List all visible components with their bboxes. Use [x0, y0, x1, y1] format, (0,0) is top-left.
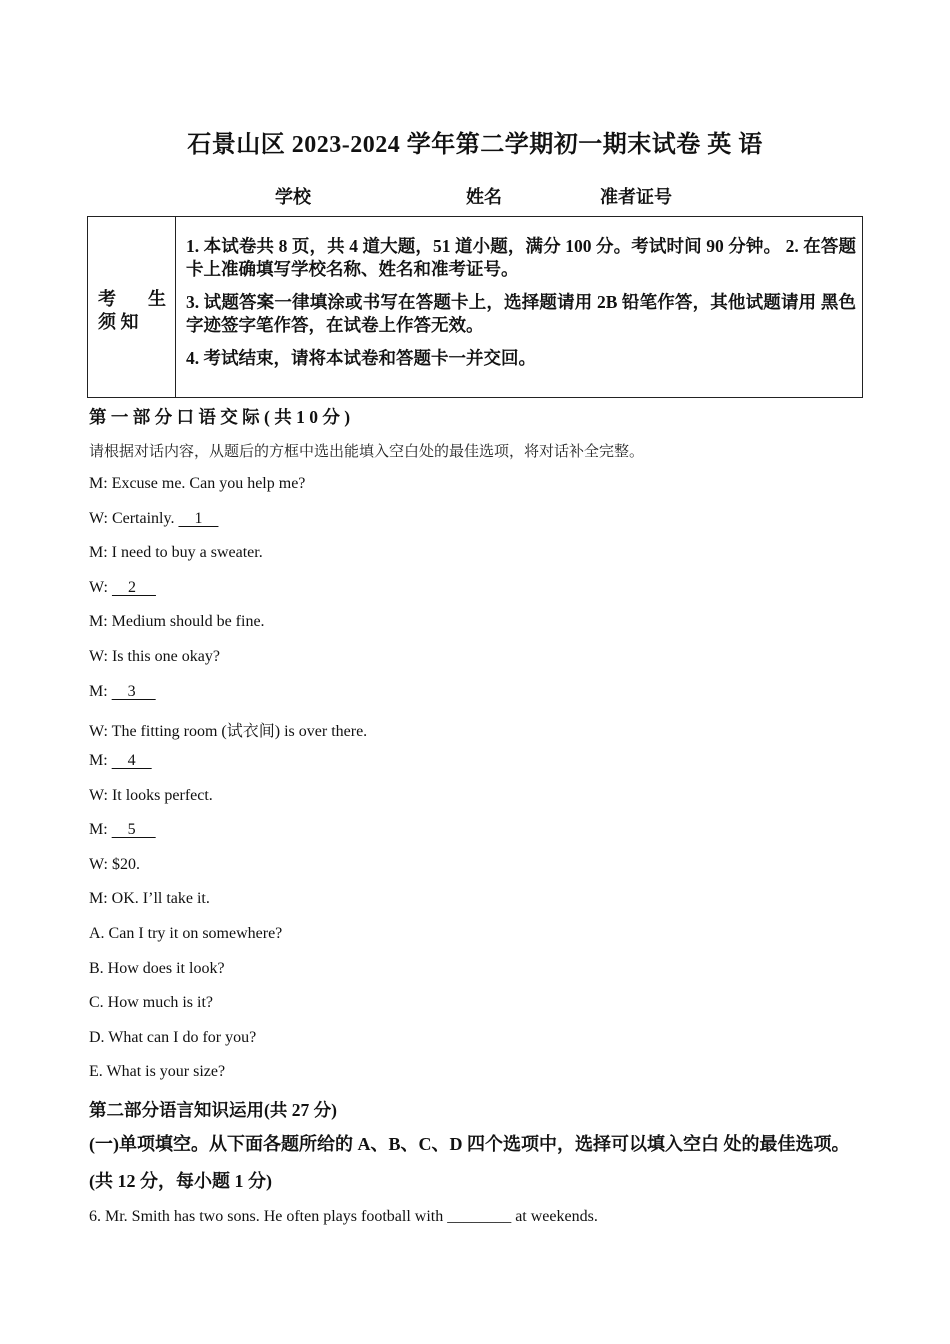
answer-blank-1[interactable]: 1 [178, 510, 219, 527]
speaker: M: [89, 890, 108, 907]
dialogue-text: The fitting room (试衣间) is over there. [111, 723, 368, 740]
dialogue-line [89, 787, 213, 805]
dialogue-line [89, 821, 156, 839]
speaker: M: [89, 475, 108, 492]
notice-body [186, 235, 856, 380]
option-c: C. How much is it? [89, 994, 213, 1011]
page-title: 石景山区 2023-2024 学年第二学期初一期末试卷 英 语 [187, 132, 763, 158]
notice-table [87, 216, 863, 398]
speaker: M: [89, 613, 108, 630]
speaker: W: [89, 787, 108, 804]
answer-blank-2[interactable]: 2 [111, 579, 156, 596]
speaker: M: [89, 544, 108, 561]
part2-sub-heading: (一)单项填空。从下面各题所给的 A、B、C、D 四个选项中，选择可以填入空白 处的最佳选项。(共 12 分，每小题 1 分) [89, 1134, 850, 1191]
answer-blank-5[interactable]: 5 [111, 821, 156, 838]
part1-heading: 第 一 部 分 口 语 交 际 ( 共 1 0 分 ) [89, 407, 351, 427]
dialogue-text: It looks perfect. [111, 787, 213, 804]
notice-item: 4. 考试结束，请将本试卷和答题卡一并交回。 [186, 348, 536, 368]
dialogue-line [89, 856, 140, 874]
part1-instruction: 请根据对话内容，从题后的方框中选出能填入空白处的最佳选项，将对话补全完整。 [89, 444, 645, 460]
dialogue-text: $20. [111, 856, 140, 873]
notice-label-a: 考 [98, 289, 116, 309]
speaker: W: [89, 723, 108, 740]
dialogue-line [89, 648, 220, 666]
dialogue-line [89, 544, 263, 562]
answer-blank-3[interactable]: 3 [111, 683, 156, 700]
option-b: B. How does it look? [89, 960, 225, 977]
dialogue-line [89, 718, 367, 741]
answer-blank-4[interactable]: 4 [111, 752, 152, 769]
speaker: M: [89, 821, 108, 838]
dialogue-line [89, 613, 265, 631]
dialogue-line [89, 683, 156, 701]
option-d: D. What can I do for you? [89, 1029, 257, 1046]
exam-id-label: 准者证号 [600, 187, 672, 207]
dialogue-line [89, 510, 218, 528]
notice-label-c: 须 知 [98, 312, 139, 332]
notice-label-cell [88, 217, 176, 397]
dialogue-text: OK. I’ll take it. [111, 890, 210, 907]
speaker: W: [89, 510, 108, 527]
speaker: M: [89, 752, 108, 769]
option-e: E. What is your size? [89, 1063, 226, 1080]
part2-heading: 第二部分语言知识运用(共 27 分) [89, 1100, 337, 1120]
dialogue-line [89, 475, 305, 493]
name-label: 姓名 [466, 187, 502, 207]
dialogue-line [89, 579, 156, 597]
question-6: 6. Mr. Smith has two sons. He often plays football with ________ at weekends. [89, 1208, 598, 1225]
dialogue-text: Medium should be fine. [111, 613, 265, 630]
dialogue-line [89, 890, 210, 908]
option-a: A. Can I try it on somewhere? [89, 925, 283, 942]
speaker: W: [89, 579, 108, 596]
dialogue-text: I need to buy a sweater. [111, 544, 263, 561]
dialogue-text: Certainly. [111, 510, 179, 527]
notice-item: 1. 本试卷共 8 页，共 4 道大题，51 道小题，满分 100 分。考试时间 90 分钟。 2. 在答题卡上准确填写学校名称、姓名和准考证号。 [186, 236, 856, 279]
dialogue-text: Is this one okay? [111, 648, 220, 665]
speaker: W: [89, 648, 108, 665]
school-label: 学校 [275, 187, 311, 207]
speaker: M: [89, 683, 108, 700]
dialogue-text: Excuse me. Can you help me? [111, 475, 306, 492]
notice-item: 3. 试题答案一律填涂或书写在答题卡上，选择题请用 2B 铅笔作答，其他试题请用 黑色字迹签字笔作答，在试卷上作答无效。 [186, 292, 856, 335]
dialogue-line [89, 752, 152, 770]
speaker: W: [89, 856, 108, 873]
notice-label-b: 生 [148, 289, 166, 309]
